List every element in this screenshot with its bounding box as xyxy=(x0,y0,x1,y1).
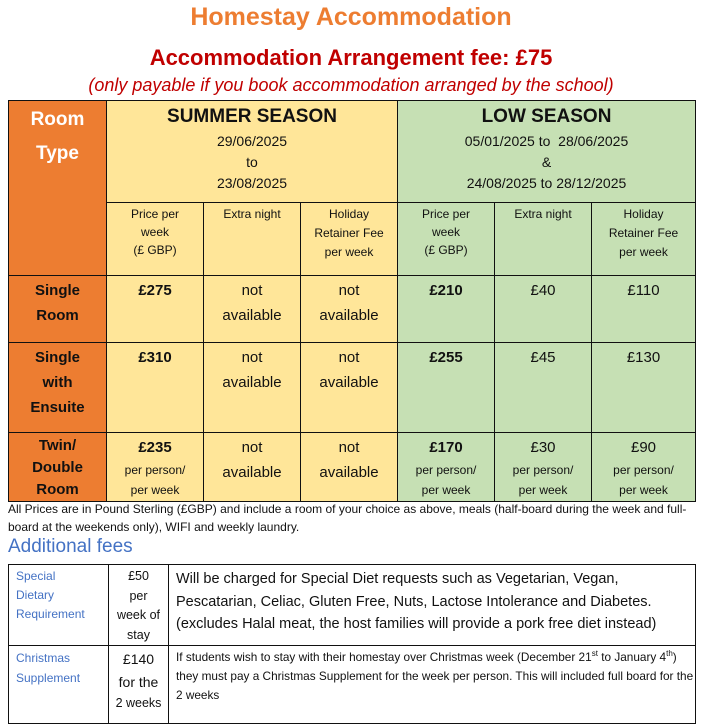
price-table xyxy=(8,100,696,502)
summer-price-cell xyxy=(107,343,204,433)
low-extra-cell xyxy=(495,433,592,502)
col-header-line: (£ GBP) xyxy=(133,243,177,257)
room-type-header-line: Type xyxy=(36,143,79,164)
summer-holiday-cell xyxy=(301,433,398,502)
col-header-holiday xyxy=(301,203,398,276)
col-header-line: Holiday xyxy=(328,207,370,221)
per-person-note: per person/ xyxy=(124,463,186,477)
fee-description: Will be charged for Special Diet requests such as Vegetarian, Vegan, Pescatarian, Celiac, Gluten Free, Nuts, Lactose Intolerance and Diabetes. (excludes Halal meat, the host families will provide a pork free diet instead) xyxy=(169,565,696,646)
room-type-line: Double xyxy=(32,459,83,476)
price-value: £210 xyxy=(429,282,463,299)
low-extra-cell: £45 xyxy=(495,343,592,433)
prices-footnote: All Prices are in Pound Sterling (£GBP) and include a room of your choice as above, meals (half-board during the week and full-board at the weekends only), WIFI and weekly laundry. xyxy=(8,502,687,534)
fee-amount-line: stay xyxy=(127,627,150,642)
value-line: available xyxy=(319,374,379,391)
fee-description-text: to January 4 xyxy=(597,650,667,664)
room-type-line: Room xyxy=(36,307,79,324)
summer-season-header xyxy=(107,101,398,203)
table-row xyxy=(9,343,696,433)
price-value: £90 xyxy=(630,439,657,456)
summer-price-cell xyxy=(107,276,204,343)
low-holiday-cell xyxy=(592,433,696,502)
low-holiday-cell: £110 xyxy=(592,276,696,343)
fee-name-line: Requirement xyxy=(16,607,85,621)
col-header-extra-night xyxy=(204,203,301,276)
value-line: not xyxy=(241,439,263,456)
ordinal-suffix: th xyxy=(666,649,673,659)
value-line: available xyxy=(319,464,379,481)
room-type-cell xyxy=(9,433,107,502)
value-line: not xyxy=(338,439,360,456)
fee-amount-line: week of xyxy=(116,608,161,622)
low-price-cell xyxy=(398,276,495,343)
fee-name-line: Supplement xyxy=(16,671,81,685)
fee-amount-line: for the xyxy=(118,674,159,690)
table-row xyxy=(9,565,696,646)
col-header-line: per week xyxy=(324,245,374,259)
per-week-note: per week xyxy=(619,483,668,497)
additional-fees-table xyxy=(8,564,696,724)
summer-extra-cell xyxy=(204,343,301,433)
fee-name-line: Dietary xyxy=(16,588,55,602)
col-header-line: Extra night xyxy=(514,207,572,221)
low-price-cell xyxy=(398,343,495,433)
room-type-line: Room xyxy=(36,481,79,498)
per-person-note: per person/ xyxy=(512,463,574,477)
arrangement-fee: Accommodation Arrangement fee: £75 xyxy=(149,45,553,70)
low-season-name: LOW SEASON xyxy=(481,106,612,127)
col-header-price xyxy=(398,203,495,276)
col-header-line: (£ GBP) xyxy=(424,243,468,257)
room-type-line: Ensuite xyxy=(30,399,85,416)
col-header-holiday xyxy=(592,203,696,276)
col-header-line: Holiday xyxy=(623,207,664,221)
summer-date: to xyxy=(246,154,258,170)
low-date: 24/08/2025 to 28/12/2025 xyxy=(466,175,627,191)
summer-extra-cell xyxy=(204,433,301,502)
col-header-line: per week xyxy=(619,245,668,259)
fee-amount-line: 2 weeks xyxy=(115,696,162,710)
value-line: available xyxy=(222,307,282,324)
fee-name-line: Christmas xyxy=(16,651,71,665)
value-line: available xyxy=(222,464,282,481)
low-price-cell xyxy=(398,433,495,502)
room-type-cell xyxy=(9,276,107,343)
room-type-line: Twin/ xyxy=(38,437,77,454)
col-header-line: Price per xyxy=(421,207,471,221)
summer-date: 29/06/2025 xyxy=(216,133,288,149)
price-value: £30 xyxy=(530,439,556,456)
col-header-extra-night xyxy=(495,203,592,276)
fee-name-cell xyxy=(9,646,109,724)
per-week-note: per week xyxy=(421,483,471,497)
col-header-line: week xyxy=(140,225,169,239)
room-type-header-line: Room xyxy=(30,109,85,130)
room-type-line: Single xyxy=(34,349,80,366)
value-line: available xyxy=(319,307,379,324)
price-value: £310 xyxy=(138,349,172,366)
price-value: £255 xyxy=(429,349,463,366)
page-title: Homestay Accommodation xyxy=(190,3,512,31)
low-holiday-cell: £130 xyxy=(592,343,696,433)
per-person-note: per person/ xyxy=(415,463,477,477)
value-line: not xyxy=(241,282,263,299)
fee-amount-cell xyxy=(109,646,169,724)
price-value: £235 xyxy=(138,439,172,456)
per-person-note: per person/ xyxy=(613,463,674,477)
summer-extra-cell xyxy=(204,276,301,343)
per-week-note: per week xyxy=(130,483,180,497)
room-type-cell xyxy=(9,343,107,433)
low-date: & xyxy=(541,154,552,170)
col-header-line: week xyxy=(431,225,460,239)
fee-name-cell xyxy=(9,565,109,646)
room-type-line: with xyxy=(42,374,73,391)
value-line: not xyxy=(241,349,263,366)
price-value: £275 xyxy=(138,282,172,299)
table-row xyxy=(9,276,696,343)
value-line: available xyxy=(222,374,282,391)
col-header-line: Retainer Fee xyxy=(314,226,384,240)
room-type-header xyxy=(9,101,107,276)
table-row xyxy=(9,646,696,724)
price-value: £170 xyxy=(429,439,463,456)
fee-amount-line: per xyxy=(129,588,148,603)
value-line: not xyxy=(338,282,360,299)
additional-fees-heading: Additional fees xyxy=(8,536,133,557)
fee-description-text: If students wish to stay with their homestay over Christmas week (December 21 xyxy=(176,650,592,664)
low-extra-cell: £40 xyxy=(495,276,592,343)
col-header-line: Price per xyxy=(130,207,180,221)
summer-holiday-cell xyxy=(301,343,398,433)
fee-amount: £140 xyxy=(122,651,155,667)
table-row xyxy=(9,433,696,502)
summer-season-name: SUMMER SEASON xyxy=(167,106,337,127)
arrangement-fee-note: (only payable if you book accommodation arranged by the school) xyxy=(88,75,614,95)
summer-holiday-cell xyxy=(301,276,398,343)
col-header-line: Extra night xyxy=(223,207,281,221)
col-header-line: Retainer Fee xyxy=(608,226,679,240)
fee-description-text: ) they must pay a Christmas Supplement for the week per person. This will included full board for the 2 weeks xyxy=(176,650,694,702)
fee-amount: £50 xyxy=(128,569,149,583)
low-date: 05/01/2025 to 28/06/2025 xyxy=(464,133,629,149)
summer-price-cell xyxy=(107,433,204,502)
summer-date: 23/08/2025 xyxy=(216,175,288,191)
per-week-note: per week xyxy=(518,483,568,497)
fee-name-line: Special xyxy=(16,569,56,583)
low-season-header xyxy=(398,101,696,203)
value-line: not xyxy=(338,349,360,366)
col-header-price xyxy=(107,203,204,276)
fee-amount-cell xyxy=(109,565,169,646)
fee-description xyxy=(169,646,696,724)
room-type-line: Single xyxy=(34,282,80,299)
ordinal-suffix: st xyxy=(591,649,598,659)
